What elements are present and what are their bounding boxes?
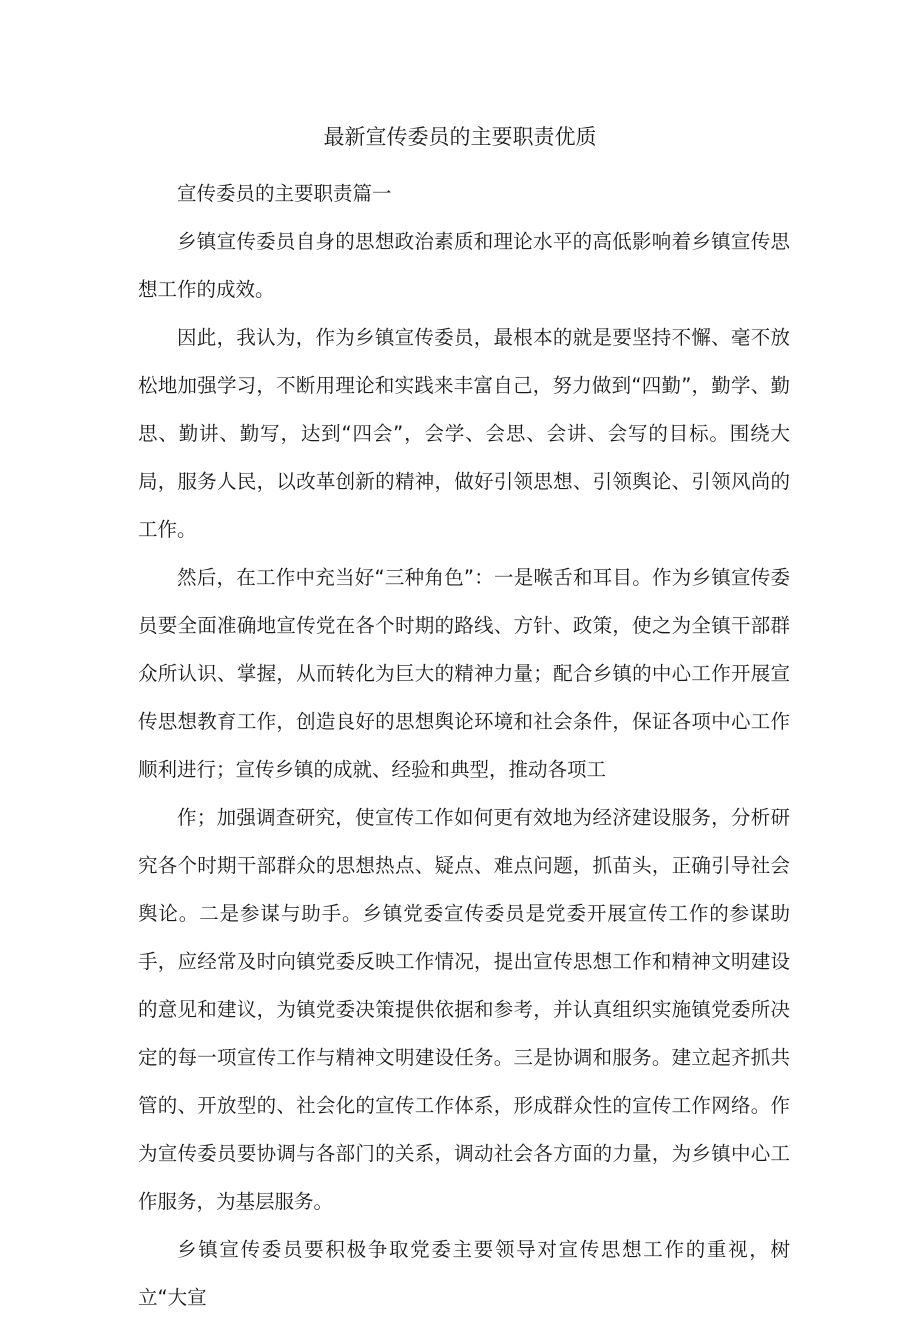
paragraph: 作；加强调查研究，使宣传工作如何更有效地为经济建设服务，分析研究各个时期干部群众的思想热点、疑点、难点问题，抓苗头，正确引导社会舆论。二是参谋与助手。乡镇党委宣传委员是党委开展宣传工作的参谋助手，应经常及时向镇党委反映工作情况，提出宣传思想工作和精神文明建设的意见和建议，为镇党委决策提供依据和参考，并认真组织实施镇党委所决定的每一项宣传工作与精神文明建设任务。三是协调和服务。建立起齐抓共管的、开放型的、社会化的宣传工作体系，形成群众性的宣传工作网络。作为宣传委员要协调与各部门的关系，调动社会各方面的力量，为乡镇中心工作服务，为基层服务。 bbox=[138, 806, 790, 1213]
section-heading: 宣传委员的主要职责篇一 bbox=[177, 182, 392, 205]
document-body bbox=[138, 170, 790, 1322]
paragraph: 乡镇宣传委员自身的思想政治素质和理论水平的高低影响着乡镇宣传思想工作的成效。 bbox=[138, 230, 790, 301]
document-title: 最新宣传委员的主要职责优质 bbox=[323, 125, 597, 149]
paragraph: 乡镇宣传委员要积极争取党委主要领导对宣传思想工作的重视，树立“大宣 bbox=[138, 1238, 790, 1309]
paragraph: 然后，在工作中充当好“三种角色”：一是喉舌和耳目。作为乡镇宣传委员要全面准确地宣传党在各个时期的路线、方针、政策，使之为全镇干部群众所认识、掌握，从而转化为巨大的精神力量；配合乡镇的中心工作开展宣传思想教育工作，创造良好的思想舆论环境和社会条件，保证各项中心工作顺利进行；宣传乡镇的成就、经验和典型，推动各项工 bbox=[138, 566, 790, 781]
paragraph: 因此，我认为，作为乡镇宣传委员，最根本的就是要坚持不懈、毫不放松地加强学习，不断用理论和实践来丰富自己，努力做到“四勤”，勤学、勤思、勤讲、勤写，达到“四会”，会学、会思、会讲、会写的目标。围绕大局，服务人民，以改革创新的精神，做好引领思想、引领舆论、引领风尚的工作。 bbox=[138, 326, 790, 541]
